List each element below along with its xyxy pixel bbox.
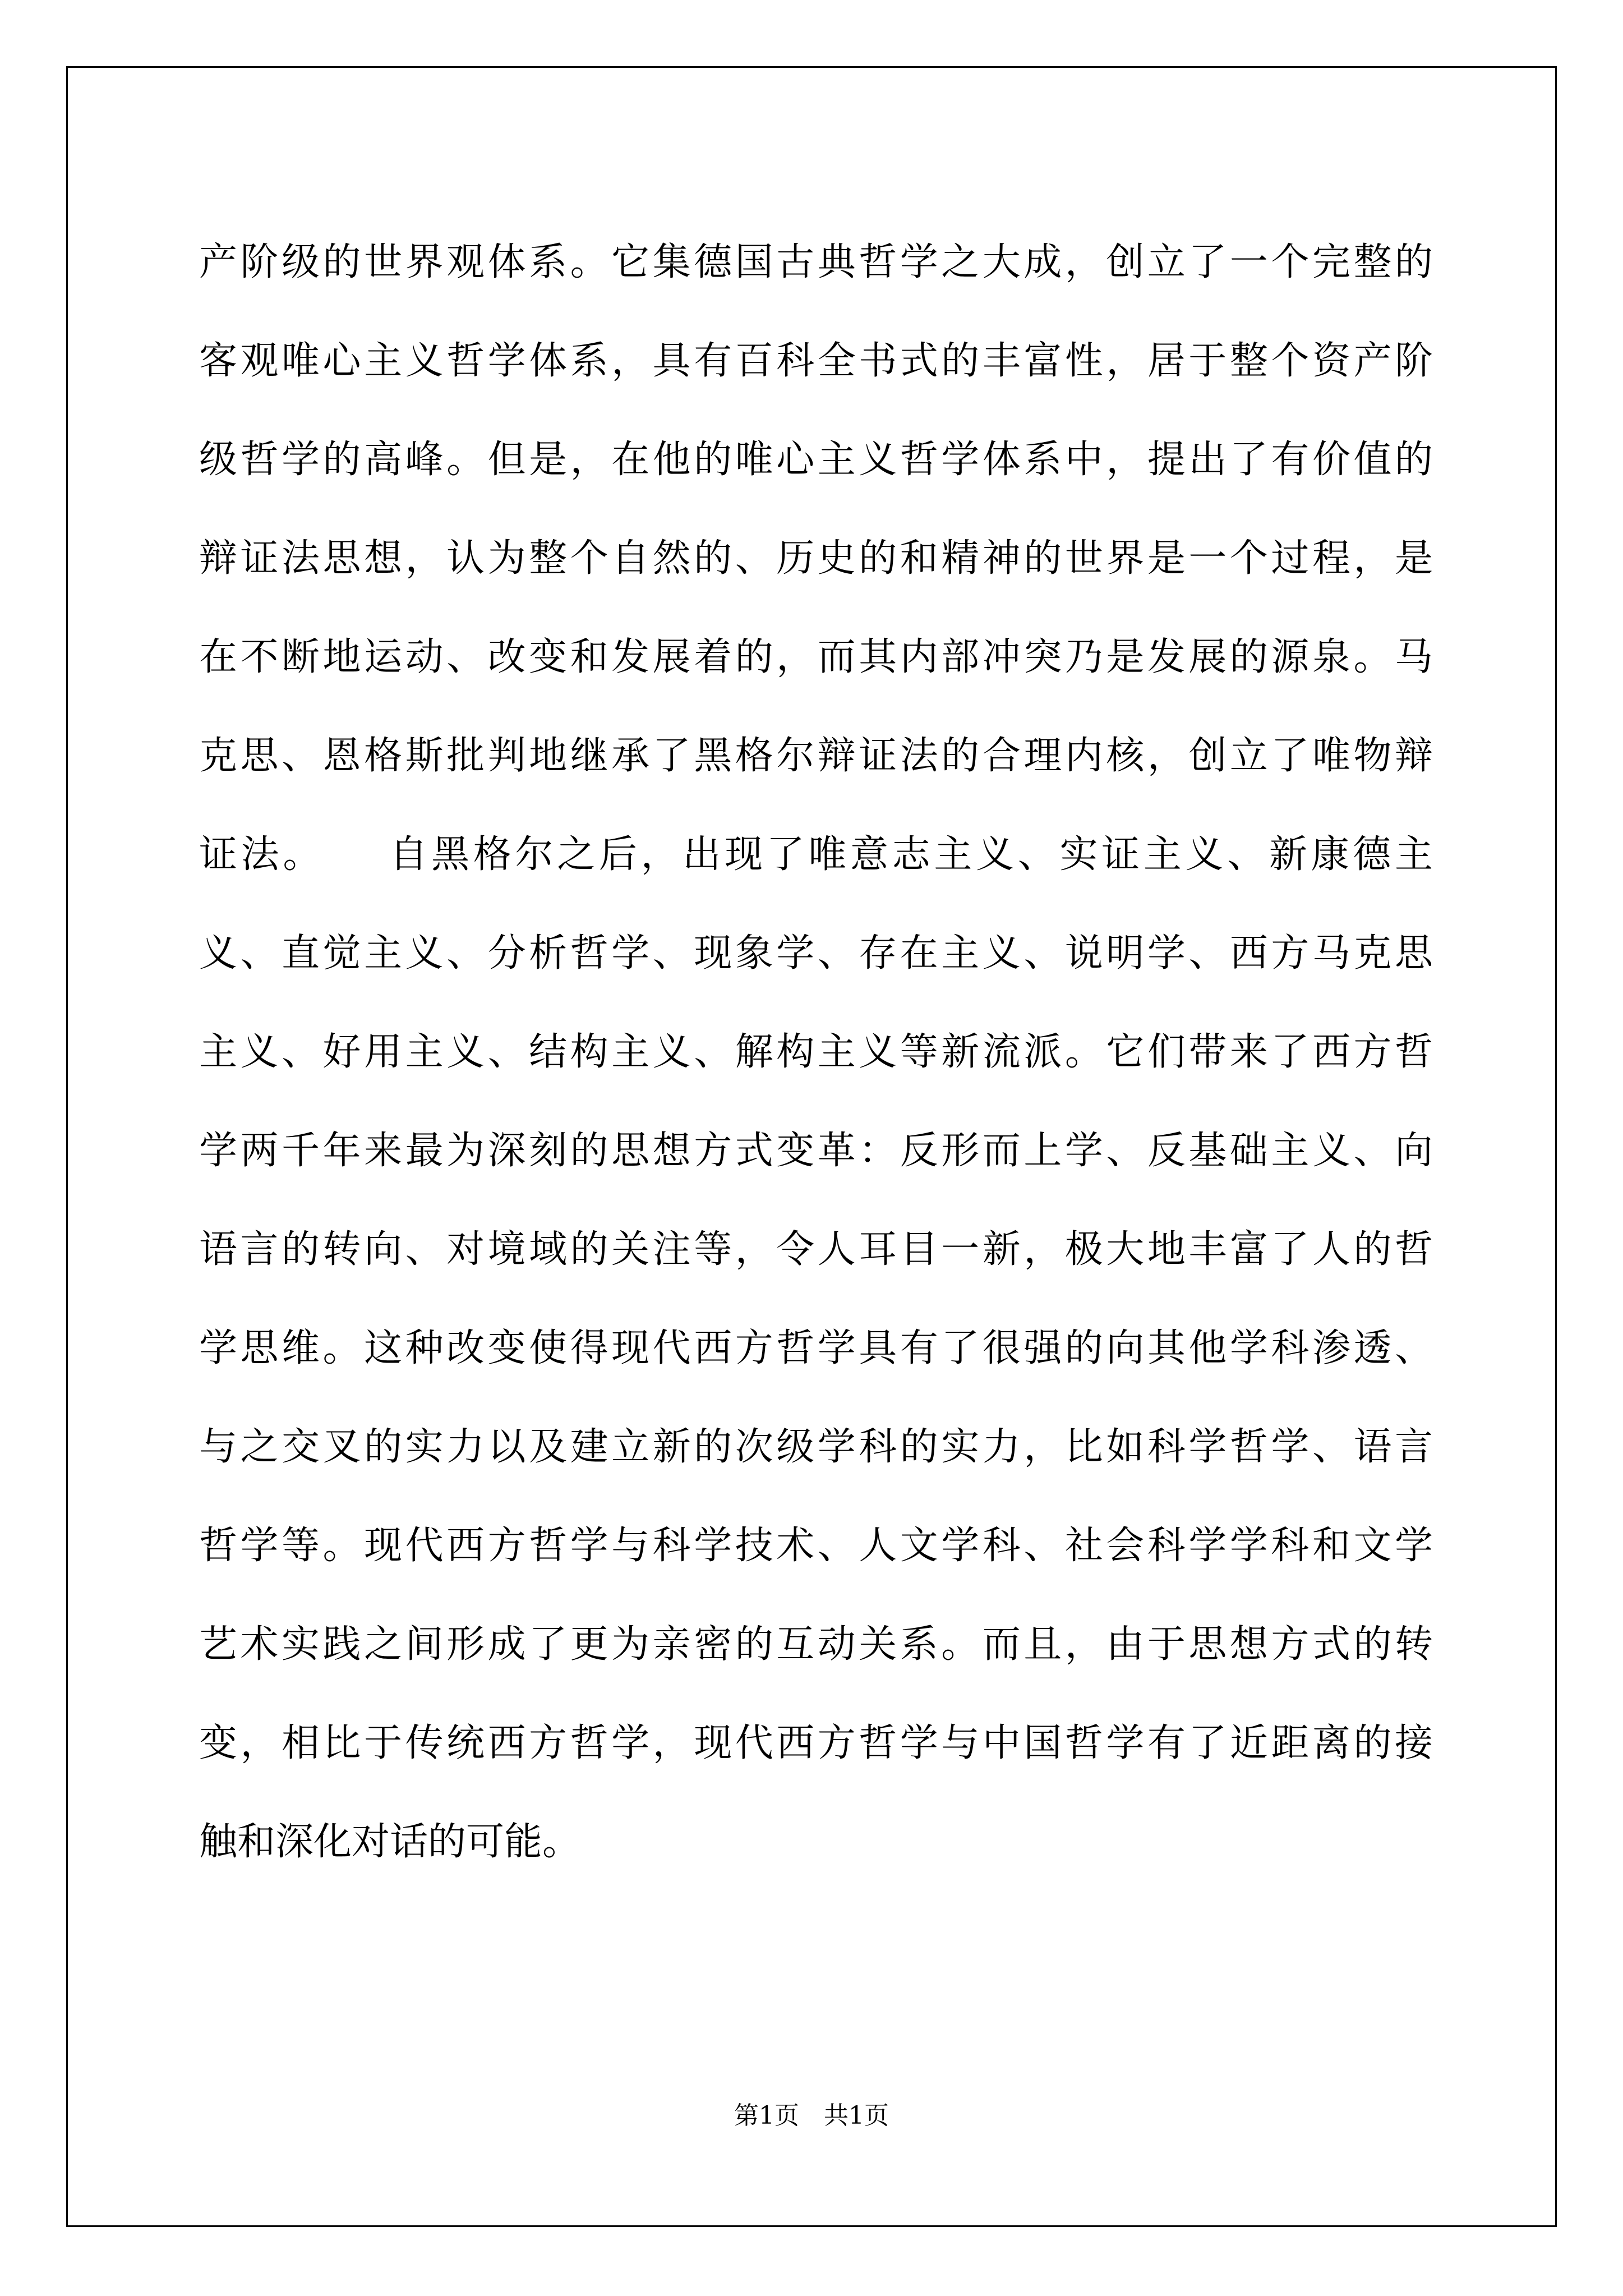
text-line: 克思、恩格斯批判地继承了黑格尔辩证法的合理内核，创立了唯物辩 (199, 734, 1433, 778)
text-line: 触和深化对话的可能。 (199, 1820, 581, 1864)
text-line: 变，相比于传统西方哲学，现代西方哲学与中国哲学有了近距离的接 (199, 1721, 1433, 1765)
text-line: 主义、好用主义、结构主义、解构主义等新流派。它们带来了西方哲 (199, 1030, 1433, 1074)
text-line: 级哲学的高峰。但是，在他的唯心主义哲学体系中，提出了有价值的 (199, 438, 1433, 482)
body-text (199, 213, 1433, 1892)
text-line: 产阶级的世界观体系。它集德国古典哲学之大成，创立了一个完整的 (199, 240, 1433, 284)
page-number-footer: 第1页 共1页 (734, 2101, 889, 2130)
text-line: 在不断地运动、改变和发展着的，而其内部冲突乃是发展的源泉。马 (199, 635, 1433, 679)
text-line: 学思维。这种改变使得现代西方哲学具有了很强的向其他学科渗透、 (199, 1326, 1433, 1370)
text-line: 证法。 自黑格尔之后，出现了唯意志主义、实证主义、新康德主 (199, 832, 1433, 877)
text-line: 义、直觉主义、分析哲学、现象学、存在主义、说明学、西方马克思 (199, 931, 1433, 976)
text-line: 客观唯心主义哲学体系，具有百科全书式的丰富性，居于整个资产阶 (199, 339, 1433, 383)
text-line: 学两千年来最为深刻的思想方式变革：反形而上学、反基础主义、向 (199, 1129, 1433, 1173)
text-line: 哲学等。现代西方哲学与科学技术、人文学科、社会科学学科和文学 (199, 1524, 1433, 1568)
text-line: 语言的转向、对境域的关注等，令人耳目一新，极大地丰富了人的哲 (199, 1227, 1433, 1272)
text-line: 辩证法思想，认为整个自然的、历史的和精神的世界是一个过程，是 (199, 536, 1433, 581)
text-line: 与之交叉的实力以及建立新的次级学科的实力，比如科学哲学、语言 (199, 1425, 1433, 1469)
text-line: 艺术实践之间形成了更为亲密的互动关系。而且，由于思想方式的转 (199, 1622, 1433, 1667)
